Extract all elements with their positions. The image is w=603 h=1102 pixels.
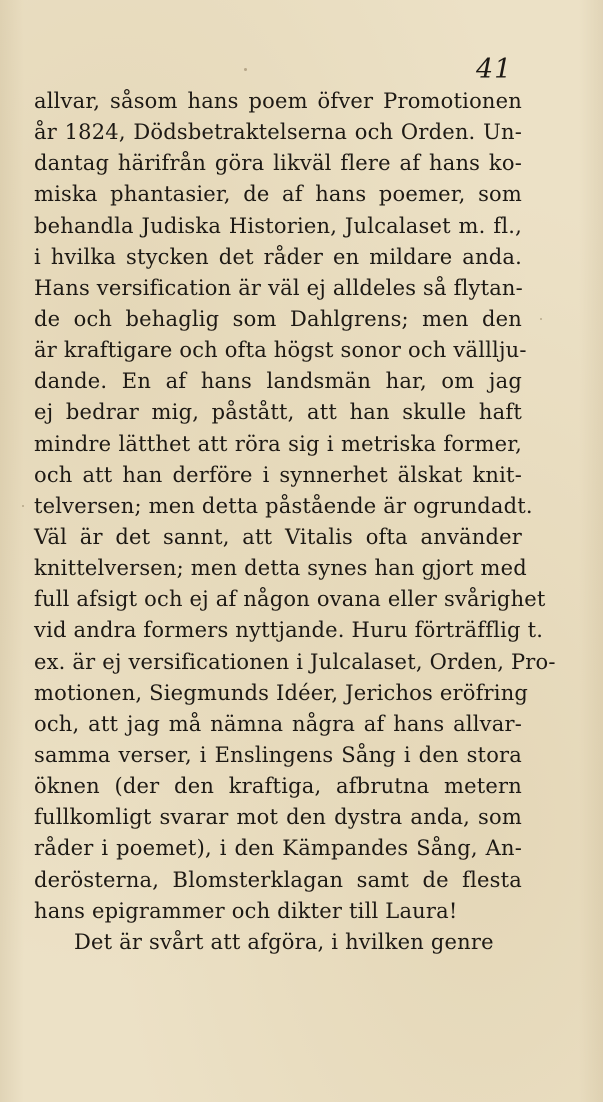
text-line: dande. En af hans landsmän har, om jag: [34, 369, 522, 394]
text-line: Det är svårt att afgöra, i hvilken genre: [74, 929, 494, 954]
text-line: samma verser, i Enslingens Sång i den stora: [34, 742, 522, 767]
text-line: i hvilka stycken det råder en mildare anda.: [34, 244, 522, 269]
text-line: råder i poemet), i den Kämpandes Sång, An-: [34, 836, 522, 861]
text-line: miska phantasier, de af hans poemer, som: [34, 182, 522, 207]
text-line: knittelversen; men detta synes han gjort med: [34, 556, 527, 581]
text-line: ej bedrar mig, påstått, att han skulle haft: [34, 400, 522, 425]
text-line: derösterna, Blomsterklagan samt de flesta: [34, 867, 522, 892]
body-text: [34, 86, 556, 958]
text-line: vid andra formers nyttjande. Huru förträfflig t.: [34, 618, 544, 643]
text-line: Väl är det sannt, att Vitalis ofta använder: [34, 524, 522, 549]
text-line: öknen (der den kraftiga, afbrutna metern: [34, 774, 522, 799]
paper-speck: [283, 254, 286, 257]
text-line: hans epigrammer och dikter till Laura!: [34, 898, 458, 923]
text-line: Hans versification är väl ej alldeles så flytan-: [34, 275, 523, 300]
text-line: mindre lätthet att röra sig i metriska former,: [34, 431, 522, 456]
text-line: år 1824, Dödsbetraktelserna och Orden. Un-: [34, 120, 522, 145]
text-line: och att han derföre i synnerhet älskat knit-: [34, 462, 522, 487]
text-line: telversen; men detta påstående är ogrundadt.: [34, 493, 533, 518]
text-line: dantag härifrån göra likväl flere af hans ko-: [34, 151, 522, 176]
text-line: ex. är ej versificationen i Julcalaset, Orden, Pro-: [34, 649, 556, 674]
paper-speck: [244, 68, 247, 71]
text-line: är kraftigare och ofta högst sonor och välllju-: [34, 338, 527, 363]
page-number: 41: [476, 54, 513, 85]
text-line: motionen, Siegmunds Idéer, Jerichos eröfring: [34, 680, 529, 705]
text-line: och, att jag må nämna några af hans allvar-: [34, 711, 522, 736]
paper-speck: [540, 318, 542, 320]
text-line: de och behaglig som Dahlgrens; men den: [34, 306, 522, 331]
text-line: full afsigt och ej af någon ovana eller svårighet: [34, 587, 546, 612]
text-line: behandla Judiska Historien, Julcalaset m. fl.,: [34, 213, 522, 238]
paper-speck: [22, 505, 24, 507]
text-line: fullkomligt svarar mot den dystra anda, som: [34, 805, 522, 830]
text-line: allvar, såsom hans poem öfver Promotionen: [34, 89, 522, 113]
